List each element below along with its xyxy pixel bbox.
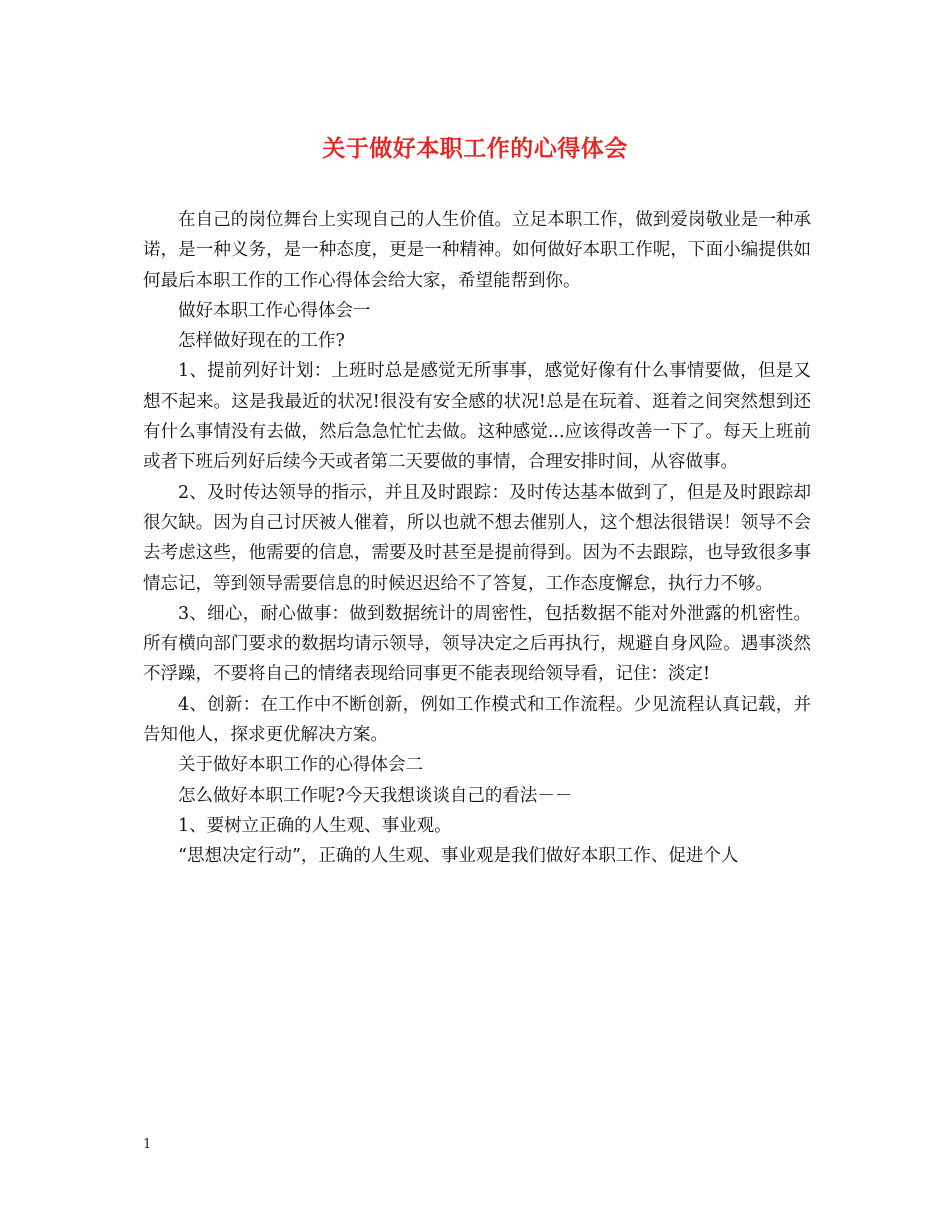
section-heading-two: 关于做好本职工作的心得体会二 [178,755,423,776]
paragraph-intro: 在自己的岗位舞台上实现自己的人生价值。立足本职工作，做到爱岗敬业是一种承诺，是一种义务，是一种态度，更是一种精神。如何做好本职工作呢，下面小编提供如何最后本职工作的工作心得体会给大家，希望能帮到你。 [143,210,811,291]
document-body [143,205,811,872]
paragraph-point-1: 1、提前列好计划：上班时总是感觉无所事事，感觉好像有什么事情要做，但是又想不起来。这是我最近的状况!很没有安全感的状况!总是在玩着、逛着之间突然想到还有什么事情没有去做，然后急急忙忙去做。这种感觉...应该得改善一下了。每天上班前或者下班后列好后续今天或者第二天要做的事情，合理安排时间，从容做事。 [143,361,811,473]
document-title: 关于做好本职工作的心得体会 [322,135,628,162]
paragraph-point-4: 4、创新：在工作中不断创新，例如工作模式和工作流程。少见流程认真记载，并告知他人，探求更优解决方案。 [143,694,811,746]
paragraph-point-2: 2、及时传达领导的指示，并且及时跟踪：及时传达基本做到了，但是及时跟踪却很欠缺。因为自己讨厌被人催着，所以也就不想去催别人，这个想法很错误！领导不会去考虑这些，他需要的信息，需要及时甚至是提前得到。因为不去跟踪，也导致很多事情忘记，等到领导需要信息的时候迟迟给不了答复，工作态度懈怠，执行力不够。 [143,482,811,594]
paragraph-quote: “思想决定行动”，正确的人生观、事业观是我们做好本职工作、促进个人 [178,846,739,867]
paragraph-point-3: 3、细心，耐心做事：做到数据统计的周密性，包括数据不能对外泄露的机密性。所有横向部门要求的数据均请示领导，领导决定之后再执行，规避自身风险。遇事淡然不浮躁，不要将自己的情绪表现给同事更不能表现给领导看，记住：淡定! [143,603,811,685]
page-number: 1 [143,1137,152,1152]
paragraph-question-two: 怎么做好本职工作呢?今天我想谈谈自己的看法－－ [178,785,573,806]
paragraph-point-1-two: 1、要树立正确的人生观、事业观。 [178,815,452,836]
section-heading-one: 做好本职工作心得体会一 [178,300,371,321]
paragraph-question: 怎样做好现在的工作? [178,331,345,352]
